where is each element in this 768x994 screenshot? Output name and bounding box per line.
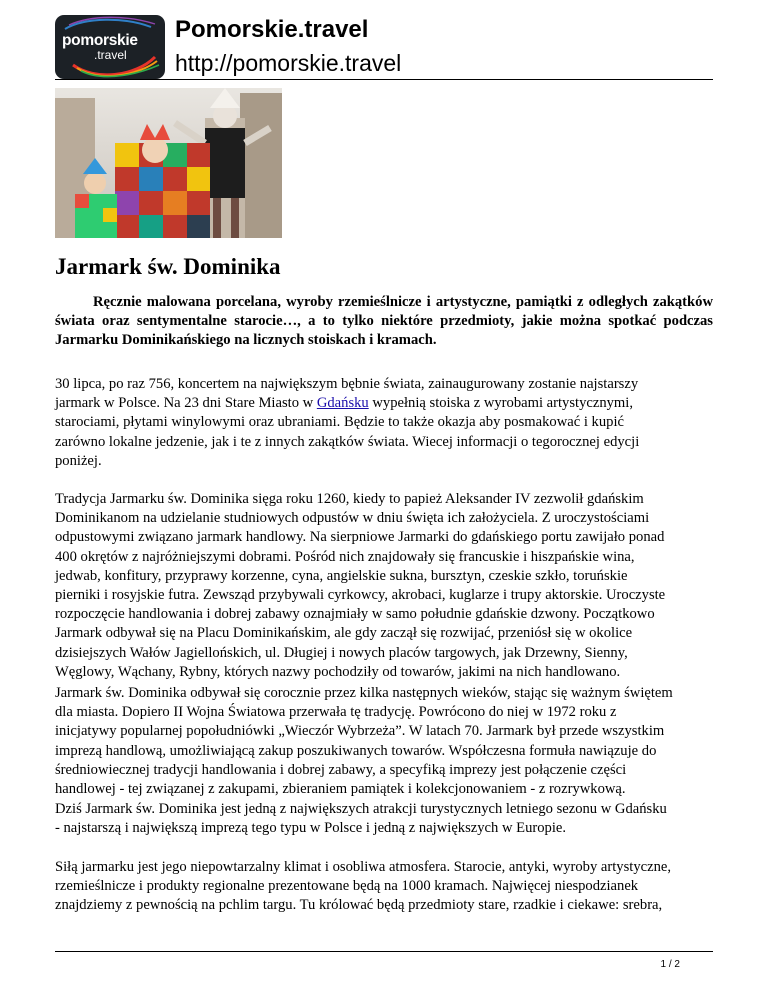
footer-divider (55, 951, 713, 952)
text-line: zarówno lokalne jedzenie, jak i te z innych zakątków świata. Wiecej informacji o tegorocznej edycji (55, 433, 640, 450)
paragraph-2 (55, 490, 715, 682)
text-line: pierniki i rosyjskie futra. Zewsząd przybywali cyrkowcy, akrobaci, kuglarze i trupy aktorskie. Uroczyste (55, 587, 666, 604)
site-title: Pomorskie.travel (175, 16, 369, 43)
header-divider (55, 79, 713, 80)
article-lead: Ręcznie malowana porcelana, wyroby rzemieślnicze i artystyczne, pamiątki z odległych zakątków świata oraz sentymentalne starocie…, a to tylko niektóre przedmioty, jakie można spotkać podczas Jarmarku Dominikańskiego na licznych stoiskach i kramach. (55, 294, 713, 348)
text-line: handlowej - tej związanej z zakupami, zbieraniem pamiątek i kolekcjonowaniem - z rozrywkową. (55, 781, 626, 798)
text-line: Dziś Jarmark św. Dominika jest jedną z największych atrakcji turystycznych letniego sezonu w Gdańsku (55, 801, 667, 817)
paragraph-4 (55, 800, 715, 838)
text-line: 30 lipca, po raz 756, koncertem na największym bębnie świata, zainaugurowany zostanie najstarszy (55, 376, 639, 392)
logo-wordmark: pomorskie (62, 32, 138, 49)
text-line: imprezą handlową, umożliwiającą zakup poszukiwanych towarów. Współczesna formuła nawiązuje do (55, 742, 657, 759)
text-line: Jarmark odbywał się na Placu Dominikańskim, ale gdy zaczął się rozwijać, przeniósł się w okolice (55, 625, 633, 642)
article-title: Jarmark św. Dominika (55, 254, 281, 279)
text-line: rozpoczęcie handlowania i dobrej zabawy oznajmiały w samo południe gdańskie dzwony. Początkowo (55, 606, 655, 623)
text-line: jedwab, konfitury, przyprawy korzenne, cyna, angielskie sukna, bursztyn, czeskie szkło, toruńskie (55, 567, 628, 584)
text-line: Siłą jarmarku jest jego niepowtarzalny klimat i osobliwa atmosfera. Starocie, antyki, wyroby artystyczne, (55, 859, 672, 875)
jesters-photo-illustration (55, 88, 282, 238)
text-line: Węglowy, Wąchany, Rybny, których nazwy pochodziły od towarów, jakimi na nich handlowano. (55, 663, 621, 680)
paragraph-1 (55, 375, 715, 471)
text-line: starociami, płytami winylowymi oraz ubraniami. Będzie to także okazja aby posmakować i kupić (55, 414, 624, 431)
logo-wordmark-suffix: .travel (94, 48, 127, 62)
page-header (55, 12, 713, 82)
text-line: dzisiejszych Wałów Jagiellońskich, ul. Długiej i nowych placów targowych, jak Drzewny, Sienny, (55, 644, 628, 661)
text-line: - najstarszą i największą imprezą tego typu w Polsce i jedną z największych w Europie. (55, 820, 567, 837)
paragraph-3 (55, 684, 715, 799)
text-line: poniżej. (55, 452, 102, 469)
text-line: średniowiecznej tradycji handlowania i dobrej zabawy, a specyfiką imprezy jest połączenie części (55, 761, 627, 778)
text-segment: wypełnią stoiska z wyrobami artystycznymi, (368, 395, 633, 412)
paragraph-5 (55, 858, 715, 916)
text-segment: jarmark w Polsce. Na 23 dni Stare Miasto w (55, 395, 317, 412)
link-gdansk[interactable]: Gdańsku (316, 395, 369, 412)
article-photo (55, 88, 282, 238)
text-line: Dominikanom na udzielanie studniowych odpustów w dniu święta ich założyciela. Z uroczystościami (55, 510, 650, 527)
text-line: Jarmark św. Dominika odbywał się corocznie przez kilka następnych wieków, stając się ważnym świętem (55, 685, 673, 701)
text-line: Tradycja Jarmarku św. Dominika sięga roku 1260, kiedy to papież Aleksander IV zezwolił gdańskim (55, 491, 644, 507)
text-line: znajdziemy z pewnością na pchlim targu. Tu królować będą przedmioty stare, rzadkie i ciekawe: srebra, (55, 897, 663, 914)
text-line: 400 okrętów z najróżniejszymi dobrami. Pośród nich znajdowały się francuskie i hiszpańskie wina, (55, 548, 635, 565)
pomorskie-travel-logo[interactable] (55, 15, 165, 79)
text-line: odpustowymi związano jarmark handlowy. Na sierpniowe Jarmarki do gdańskiego portu zawijało ponad (55, 529, 665, 546)
site-url[interactable]: http://pomorskie.travel (175, 50, 402, 76)
page-number: 1 / 2 (660, 959, 680, 970)
text-line: dla miasta. Dopiero II Wojna Światowa przerwała tę tradycję. Powrócono do niej w 1972 roku z (55, 704, 617, 721)
text-line (55, 394, 715, 413)
text-line: inicjatywy popularnej popołudniówki „Wieczór Wybrzeża”. W latach 70. Jarmark był przede wszystkim (55, 723, 665, 740)
text-line: rzemieślnicze i produkty regionalne prezentowane będą na 1000 kramach. Najwięcej niespodzianek (55, 878, 639, 895)
